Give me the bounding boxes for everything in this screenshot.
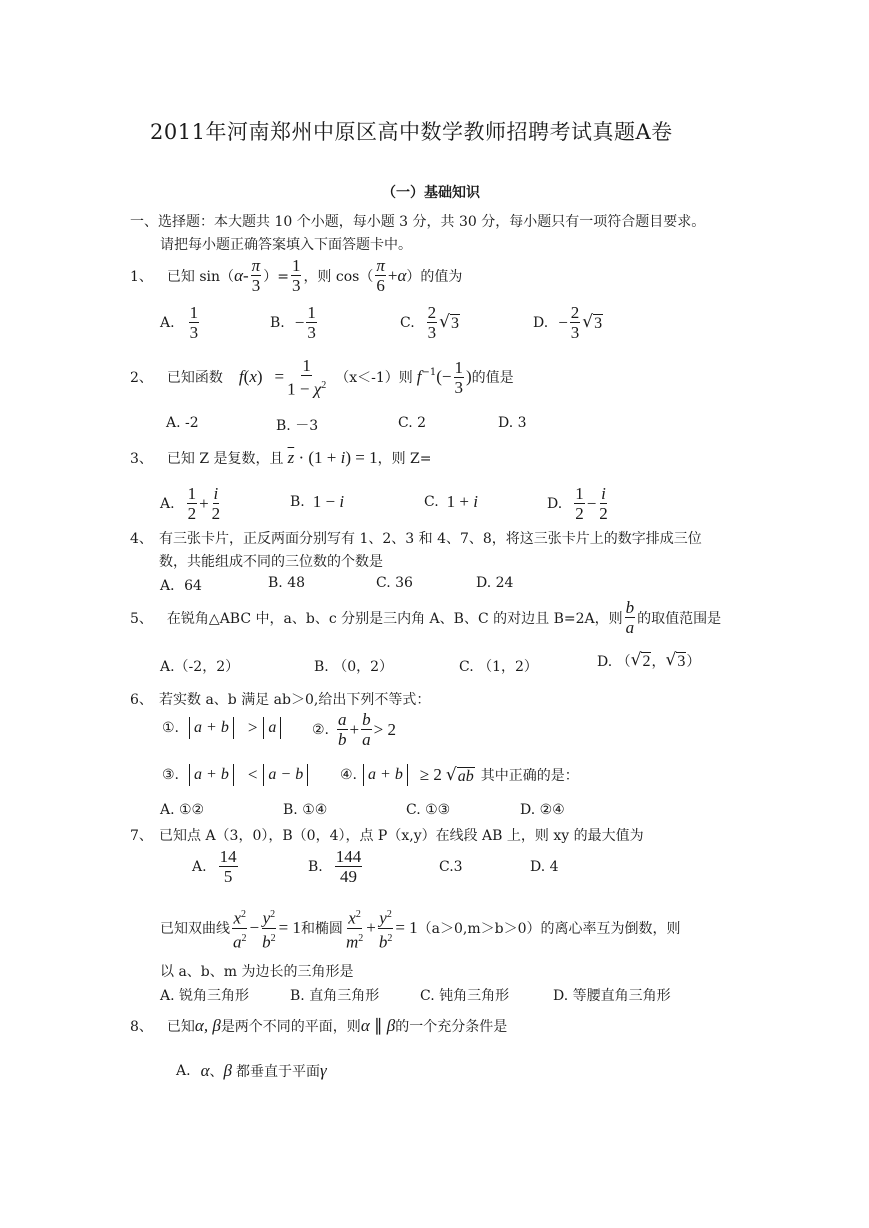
question-1 (130, 256, 462, 295)
q2-text-a: 已知函数 (166, 370, 223, 387)
q5-option-c: C. （1，2） (459, 659, 538, 675)
q2-equals: = (274, 367, 285, 387)
q1-frac-pi-6: $\frac{\pi}{6}$ (376, 256, 385, 295)
q5-option-a: A.（-2，2） (160, 659, 240, 675)
q-extra-frac-x2-m2: $\frac{x^2}{m^2}$ (345, 905, 364, 951)
q4-option-c: C. 36 (376, 575, 413, 591)
q6-inequality-1 (162, 717, 281, 739)
q6-option-b: B. ①④ (283, 802, 328, 818)
q3-option-c (424, 492, 478, 512)
q6-inequality-4-op: ≥ 2 (419, 765, 442, 784)
q6-inequality-3-label: ③. (162, 767, 180, 783)
q2-finv: f (416, 367, 422, 387)
q5-text-a: 在锐角△ABC 中，a、b、c 分别是三内角 A、B、C 的对边且 B=2A，则 (166, 610, 623, 627)
q-extra-frac-y2-b2b: $\frac{y^2}{b^2}$ (378, 905, 394, 951)
q7-option-a-frac: $\frac{14}{5}$ (219, 847, 237, 886)
q5-option-d-label: D. （ (597, 653, 631, 670)
q8-parallel: α (360, 1016, 370, 1035)
q4-option-a: A．64 (160, 578, 202, 594)
q8-text-a: 已知 (166, 1019, 195, 1035)
q6-inequality-4-sqrt: √ ab (445, 764, 474, 785)
q6-inequality-2-rhs: > 2 (373, 719, 396, 739)
q1-minus: - (243, 265, 249, 285)
q6-inequality-2-plus: + (349, 719, 360, 739)
q-extra-minus: − (249, 918, 260, 938)
q2-arg-close: ) (466, 367, 472, 387)
q1-text-d: ）的值为 (406, 268, 463, 285)
q8-parallel-sign: ∥ (369, 1016, 387, 1035)
q1-option-c (400, 303, 460, 342)
question-3 (130, 448, 432, 468)
q6-option-a: A. ①② (160, 802, 205, 818)
q-extra-eq1: = 1 (278, 918, 301, 938)
q1-frac-1-3: $\frac{1}{3}$ (291, 256, 301, 295)
q4-line1: 有三张卡片，正反两面分别写有 1、2、3 和 4、7、8，将这三张卡片上的数字排成三位 (159, 531, 702, 547)
q5-option-d-sqrt2: √ 2 (630, 650, 651, 670)
q7-number: 7、 (130, 828, 153, 844)
q2-arg-frac: $\frac{1}{3}$ (454, 357, 463, 397)
q3-option-d-frac1: $\frac{1}{2}$ (575, 484, 584, 523)
q5-option-d-sqrt3: √ 3 (665, 650, 686, 670)
q1-plus-alpha: +α (387, 265, 407, 285)
q8-number: 8、 (130, 1019, 153, 1035)
q1-option-b (270, 303, 319, 342)
q6-inequality-1-rhs: a (263, 717, 281, 739)
q7-option-a (192, 847, 240, 886)
q6-tail: 其中正确的是： (480, 768, 579, 784)
q1-option-b-label: B. (270, 314, 285, 331)
q8-alpha-beta: α, β (194, 1016, 221, 1035)
q-extra-line2: 以 a、b、m 为边长的三角形是 (160, 964, 354, 980)
q8-text-b: 是两个不同的平面，则 (220, 1019, 361, 1035)
q6-inequality-3-rhs: a − b (263, 764, 308, 786)
q2-option-c: C. 2 (398, 415, 427, 431)
q1-option-a-value: $\frac{1}{3}$ (189, 303, 199, 342)
q3-option-d (547, 484, 611, 523)
question-extra (160, 905, 681, 951)
q7-option-a-label: A. (192, 858, 207, 875)
q6-inequality-2-label: ②. (312, 721, 330, 738)
q3-option-a-plus: + (199, 493, 209, 513)
q6-inequality-3-op: < (247, 765, 258, 784)
q8-option-a-beta: β (223, 1061, 232, 1080)
question-2: 2、 已知函数 f (x) = $\frac{1}{1 - \chi^2}$ （x＜-1）则 f $^{-1}$ (− $\frac{1}{3}$ ) 的值是 (130, 356, 514, 399)
q6-inequality-1-label: ①. (162, 720, 180, 736)
q-extra-option-a: A. 锐角三角形 (160, 988, 250, 1004)
q1-option-d-label: D. (533, 314, 549, 331)
q1-option-d-sqrt: √ 3 (582, 312, 603, 332)
q5-option-d-sep: ， (651, 653, 666, 670)
q1-option-d-sign: − (558, 312, 568, 332)
q4-line2: 数，共能组成不同的三位数的个数是 (159, 554, 383, 570)
q8-text-c: 的一个充分条件是 (395, 1019, 508, 1035)
q6-inequality-2-frac2: $\frac{b}{a}$ (362, 710, 371, 749)
q6-inequality-3-lhs: a + b (189, 764, 234, 786)
q6-inequality-4-lhs: a + b (363, 764, 408, 786)
q-extra-text-a: 已知双曲线 (160, 921, 230, 938)
q1-option-a (160, 303, 201, 342)
q4-number: 4、 (130, 531, 153, 547)
q-extra-option-b: B. 直角三角形 (290, 988, 380, 1004)
q7-option-d: D. 4 (530, 859, 559, 875)
q3-number: 3、 (130, 451, 153, 467)
q1-option-d (533, 303, 603, 342)
q5-text-b: 的取值范围是 (637, 610, 722, 627)
q1-text-b: ）= (263, 268, 289, 285)
q1-option-d-frac: $\frac{2}{3}$ (570, 303, 580, 342)
q-extra-frac-x2-a2: $\frac{x^2}{a^2}$ (232, 905, 248, 951)
q3-text-b: ，则 Z= (377, 451, 432, 467)
q3-option-b-label: B. (290, 494, 305, 510)
q2-frac: $\frac{1}{1 - \chi^2}$ (287, 356, 327, 399)
q2-option-b: B. －3 (276, 418, 319, 434)
q5-option-d (597, 650, 700, 671)
q5-option-d-end: ） (686, 653, 701, 670)
q6-inequality-2 (312, 710, 396, 749)
q6-option-d: D. ②④ (520, 802, 565, 818)
q-extra-frac-y2-b2: $\frac{y^2}{b^2}$ (261, 905, 277, 951)
q5-frac-b-a: $\frac{b}{a}$ (625, 598, 635, 637)
q-extra-eq2: = 1 (395, 918, 418, 938)
q6-inequality-4-label: ④. (340, 767, 358, 783)
q1-option-b-value: $\frac{1}{3}$ (307, 303, 316, 342)
q6-inequality-1-op: > (247, 718, 258, 737)
q7-option-b-frac: $\frac{144}{49}$ (335, 847, 362, 886)
q6-inequality-4 (340, 764, 579, 786)
q2-option-d: D. 3 (498, 415, 527, 431)
q-extra-option-d: D. 等腰直角三角形 (553, 988, 671, 1004)
q-extra-text-c: （a＞0,m＞b＞0）的离心率互为倒数，则 (417, 921, 681, 938)
q6-text: 若实数 a、b 满足 ab＞0,给出下列不等式： (159, 692, 431, 708)
question-5 (130, 598, 721, 637)
q8-option-a-alpha: α (200, 1061, 210, 1080)
q3-option-c-value: 1 + i (446, 492, 478, 511)
q8-option-a-gamma: γ (319, 1061, 327, 1080)
q2-arg-open: (− (436, 367, 452, 387)
q4-option-b: B. 48 (268, 575, 306, 591)
q1-text-a: 已知 sin（ (166, 268, 235, 285)
section-heading: （一）基础知识 (382, 185, 480, 201)
q1-option-c-sqrt: √ 3 (439, 312, 460, 332)
q8-option-a (176, 1061, 327, 1081)
q2-fx: f (238, 367, 244, 387)
q-extra-option-c: C. 钝角三角形 (420, 988, 510, 1004)
q7-option-b-label: B. (308, 858, 323, 875)
q6-inequality-2-frac1: $\frac{a}{b}$ (338, 710, 347, 749)
q7-text: 已知点 A（3，0），B（0，4），点 P（x,y）在线段 AB 上，则 xy 的最大值为 (159, 828, 644, 844)
q1-option-a-label: A. (160, 314, 175, 331)
q3-option-a-frac2: $\frac{i}{2}$ (211, 484, 221, 523)
q6-number: 6、 (130, 692, 153, 708)
q1-alpha: α (234, 265, 243, 285)
q1-option-b-sign: − (294, 312, 305, 332)
q3-option-d-minus: − (586, 493, 597, 513)
q2-number: 2、 (130, 370, 153, 387)
q3-text-a: 已知 Z 是复数，且 (166, 451, 284, 467)
q3-equation: $\overline{z} \cdot (1 + i) = 1$ (287, 448, 378, 467)
q3-option-b-value: 1 − i (312, 492, 345, 511)
q8-option-a-label: A. (176, 1063, 191, 1079)
q5-option-b: B. （0，2） (314, 659, 394, 675)
page-title: 2011年河南郑州中原区高中数学教师招聘考试真题A卷 (150, 120, 673, 144)
question-8 (130, 1016, 507, 1036)
q3-option-d-frac2: $\frac{i}{2}$ (599, 484, 608, 523)
q1-option-c-label: C. (400, 314, 415, 331)
q5-number: 5、 (130, 610, 153, 627)
q2-fx-arg: (x) (243, 367, 263, 387)
q6-inequality-3 (162, 764, 308, 786)
q2-text-c: 的值是 (471, 370, 514, 387)
q7-option-b (308, 847, 364, 886)
q7-option-c: C.3 (439, 859, 463, 875)
q8-option-a-sep: 、 (209, 1064, 224, 1080)
q3-option-d-label: D. (547, 495, 563, 512)
q2-option-a: A. -2 (166, 415, 199, 431)
q3-option-a (160, 484, 223, 523)
q3-option-a-label: A. (160, 495, 175, 512)
q1-frac-pi-3: $\frac{\pi}{3}$ (251, 256, 261, 295)
q8-option-a-text: 都垂直于平面 (235, 1064, 320, 1080)
q1-text-c: ，则 cos（ (303, 268, 374, 285)
q8-beta: β (386, 1016, 396, 1035)
q4-option-d: D. 24 (476, 575, 514, 591)
q3-option-c-label: C. (424, 494, 439, 510)
q1-option-c-frac: $\frac{2}{3}$ (427, 303, 437, 342)
q1-number: 1、 (130, 268, 153, 285)
q3-option-a-frac1: $\frac{1}{2}$ (187, 484, 197, 523)
q3-option-b (290, 492, 344, 512)
instructions-line2: 请把每小题正确答案填入下面答题卡中。 (160, 237, 412, 253)
q2-text-b: （x＜-1）则 (335, 370, 413, 387)
q-extra-text-b: 和椭圆 (300, 921, 343, 938)
instructions-line1: 一、选择题：本大题共 10 个小题，每小题 3 分，共 30 分，每小题只有一项符合题目要求。 (130, 214, 706, 230)
q-extra-plus: + (366, 918, 376, 938)
q6-inequality-1-lhs: a + b (189, 717, 234, 739)
q6-option-c: C. ①③ (406, 802, 451, 818)
